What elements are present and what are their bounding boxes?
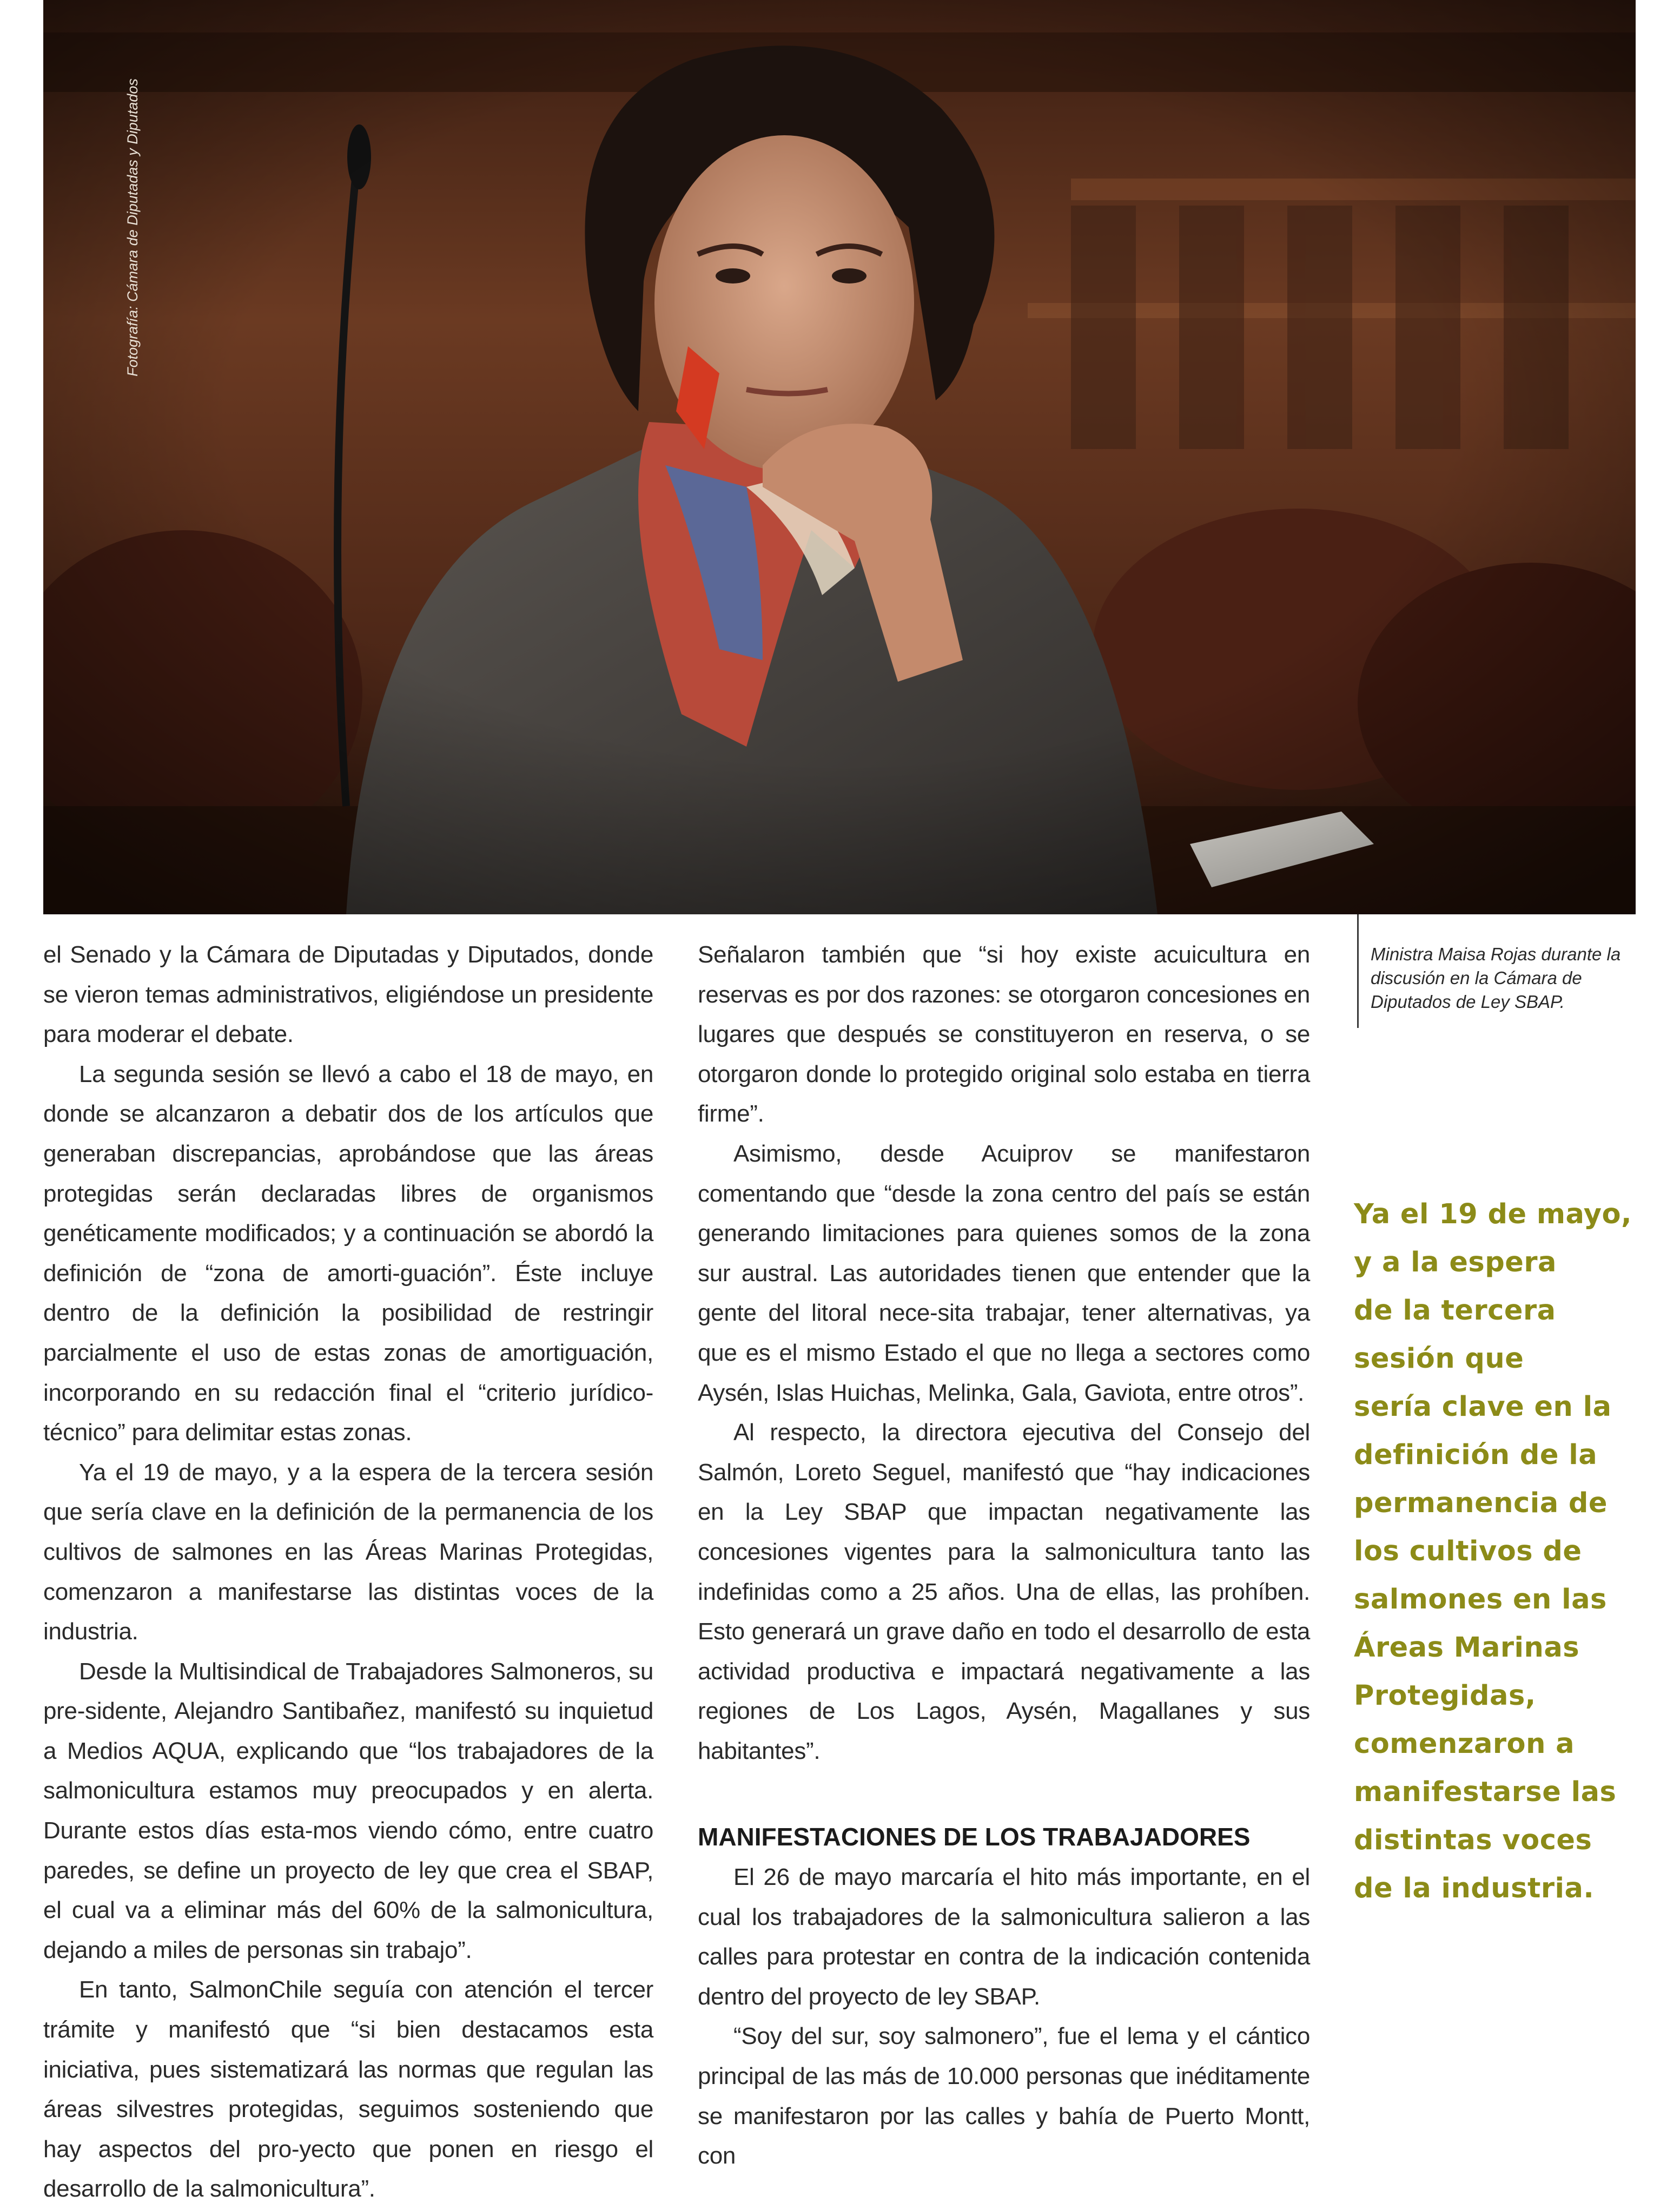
pull-quote-line: Áreas Marinas xyxy=(1354,1632,1580,1664)
paragraph: Ya el 19 de mayo, y a la espera de la tercera sesión que sería clave en la definición de la permanencia de los cultivos de salmones en las Áreas Marinas Protegidas, comenzaron a manifestarse las distintas voces de la industria. xyxy=(43,1459,653,1645)
pull-quote-line: Ya el 19 de mayo, xyxy=(1354,1198,1632,1230)
paragraph: El 26 de mayo marcaría el hito más importante, en el cual los trabajadores de la salmonicultura salieron a las calles para protestar en contra de la indicación contenida dentro del proyecto de ley SBAP. xyxy=(698,1864,1310,2010)
pull-quote-line: comenzaron a xyxy=(1354,1728,1575,1760)
paragraph: Asimismo, desde Acuiprov se manifestaron comentando que “desde la zona centro del país se están generando limitaciones para quienes somos de la zona sur austral. Las autoridades tienen que entender que la gente del litoral nece-sita trabajar, tener alternativas, ya que es el mismo Estado el que no llega a sectores como Aysén, Islas Huichas, Melinka, Gala, Gaviota, entre otros”. xyxy=(698,1140,1310,1406)
photo-caption: Ministra Maisa Rojas durante la discusión en la Cámara de Diputados de Ley SBAP. xyxy=(1371,944,1621,1012)
pull-quote-line: de la industria. xyxy=(1354,1872,1595,1904)
paragraph: Desde la Multisindical de Trabajadores Salmoneros, su pre-sidente, Alejandro Santibañez, manifestó su inquietud a Medios AQUA, explicando que “los trabajadores de la salmonicultura estamos muy preocupados y en alerta. Durante estos días esta-mos viendo cómo, entre cuatro paredes, se define un proyecto de ley que crea el SBAP, el cual va a eliminar más del 60% de la salmonicultura, dejando a miles de personas sin trabajo”. xyxy=(43,1658,653,1963)
article-column-1 xyxy=(43,935,653,2209)
pull-quote-line: sería clave en la xyxy=(1354,1391,1612,1423)
pull-quote-line: manifestarse las xyxy=(1354,1776,1617,1808)
paragraph: La segunda sesión se llevó a cabo el 18 de mayo, en donde se alcanzaron a debatir dos de los artículos que generaban discrepancias, aprobándose que las áreas protegidas serán declaradas libres de organismos genéticamente modificados; y a continuación se abordó la definición de “zona de amorti-guación”. Éste incluye dentro de la definición la posibilidad de restringir parcialmente el uso de estas zonas de amortiguación, incorporando en su redacción final el “criterio jurídico-técnico” para delimitar estas zonas. xyxy=(43,1060,653,1446)
section-heading: MANIFESTACIONES DE LOS TRABAJADORES xyxy=(698,1823,1251,1851)
pull-quote xyxy=(1354,1190,1646,1913)
paragraph: Al respecto, la directora ejecutiva del Consejo del Salmón, Loreto Seguel, manifestó que “hay indicaciones en la Ley SBAP que impactan negativamente las concesiones vigentes para la salmonicultura tanto las indefinidas como a 25 años. Una de ellas, las prohíben. Esto generará un grave daño en todo el desarrollo de esta actividad productiva e impactará negativamente a las regiones de Los Lagos, Aysén, Magallanes y sus habitantes”. xyxy=(698,1419,1310,1764)
caption-rule xyxy=(1357,914,1359,1028)
pull-quote-line: de la tercera xyxy=(1354,1295,1556,1327)
pull-quote-line: distintas voces xyxy=(1354,1824,1592,1856)
photo-illustration xyxy=(43,0,1636,914)
pull-quote-line: permanencia de xyxy=(1354,1487,1608,1519)
pull-quote-line: salmones en las xyxy=(1354,1584,1607,1615)
pull-quote-line: definición de la xyxy=(1354,1439,1598,1471)
pull-quote-line: y a la espera xyxy=(1354,1247,1557,1278)
pull-quote-line: Protegidas, xyxy=(1354,1680,1536,1712)
pull-quote-line: sesión que xyxy=(1354,1343,1524,1375)
paragraph: Señalaron también que “si hoy existe acuicultura en reservas es por dos razones: se otorgaron concesiones en lugares que después se constituyeron en reserva, o se otorgaron donde lo protegido original solo estaba en tierra firme”. xyxy=(698,941,1310,1127)
paragraph: “Soy del sur, soy salmonero”, fue el lema y el cántico principal de las más de 10.000 personas que inéditamente se manifestaron por las calles y bahía de Puerto Montt, con xyxy=(698,2023,1310,2170)
hero-photo xyxy=(43,0,1636,914)
photo-credit: Fotografía: Cámara de Diputadas y Diputados xyxy=(124,78,141,377)
pull-quote-line: los cultivos de xyxy=(1354,1535,1582,1567)
article-column-2 xyxy=(698,935,1310,2176)
paragraph: En tanto, SalmonChile seguía con atención el tercer trámite y manifestó que “si bien destacamos esta iniciativa, pues sistematizará las normas que regulan las áreas silvestres protegidas, seguimos sosteniendo que hay aspectos del pro-yecto que ponen en riesgo el desarrollo de la salmonicultura”. xyxy=(43,1976,653,2203)
paragraph: el Senado y la Cámara de Diputadas y Diputados, donde se vieron temas administrativos, eligiéndose un presidente para moderar el debate. xyxy=(43,941,653,1048)
